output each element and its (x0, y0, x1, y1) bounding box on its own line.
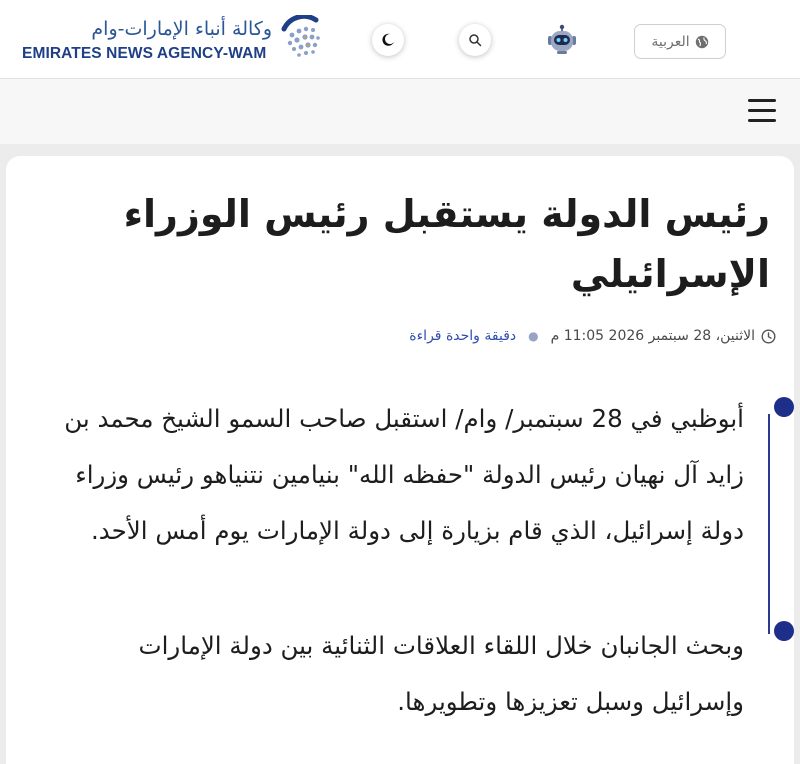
timeline-line (768, 414, 770, 634)
top-header (0, 0, 800, 78)
logo-arabic-text: وكالة أنباء الإمارات-وام (91, 18, 272, 40)
article-meta (409, 328, 776, 344)
wam-logo[interactable] (20, 12, 330, 68)
clock-icon (761, 329, 776, 344)
dark-mode-button[interactable] (372, 24, 404, 56)
article-card (6, 156, 794, 764)
robot-icon[interactable] (545, 23, 579, 57)
timeline-dot (774, 397, 794, 417)
search-button[interactable] (459, 24, 491, 56)
meta-separator-dot: ● (528, 329, 539, 343)
navigation-bar (0, 78, 800, 144)
timeline-dot (774, 621, 794, 641)
language-label: العربية (651, 33, 690, 50)
article-paragraph: وبحث الجانبان خلال اللقاء العلاقات الثنائية بين دولة الإمارات وإسرائيل وسبل تعزيزها وتطويرها. (138, 631, 744, 716)
language-switch-button[interactable] (634, 24, 726, 59)
moon-icon (381, 33, 395, 47)
article-paragraph: أبوظبي في 28 سبتمبر/ وام/ استقبل صاحب السمو الشيخ محمد بن زايد آل نهيان رئيس الدولة "حفظه الله" بنيامين نتنياهو رئيس وزراء دولة إسرائيل، الذي قام بزيارة إلى دولة الإمارات يوم أمس الأحد. (64, 404, 744, 545)
wam-logo-mark-icon (278, 15, 326, 63)
hamburger-icon[interactable] (748, 99, 776, 123)
article-datetime: الاثنين، 28 سبتمبر 2026 11:05 م (550, 328, 755, 344)
globe-icon (695, 35, 709, 49)
search-icon (468, 33, 482, 47)
read-time: دقيقة واحدة قراءة (409, 328, 517, 344)
article-headline: رئيس الدولة يستقبل رئيس الوزراء الإسرائيلي (123, 192, 770, 296)
logo-english-text: EMIRATES NEWS AGENCY-WAM (22, 45, 267, 62)
